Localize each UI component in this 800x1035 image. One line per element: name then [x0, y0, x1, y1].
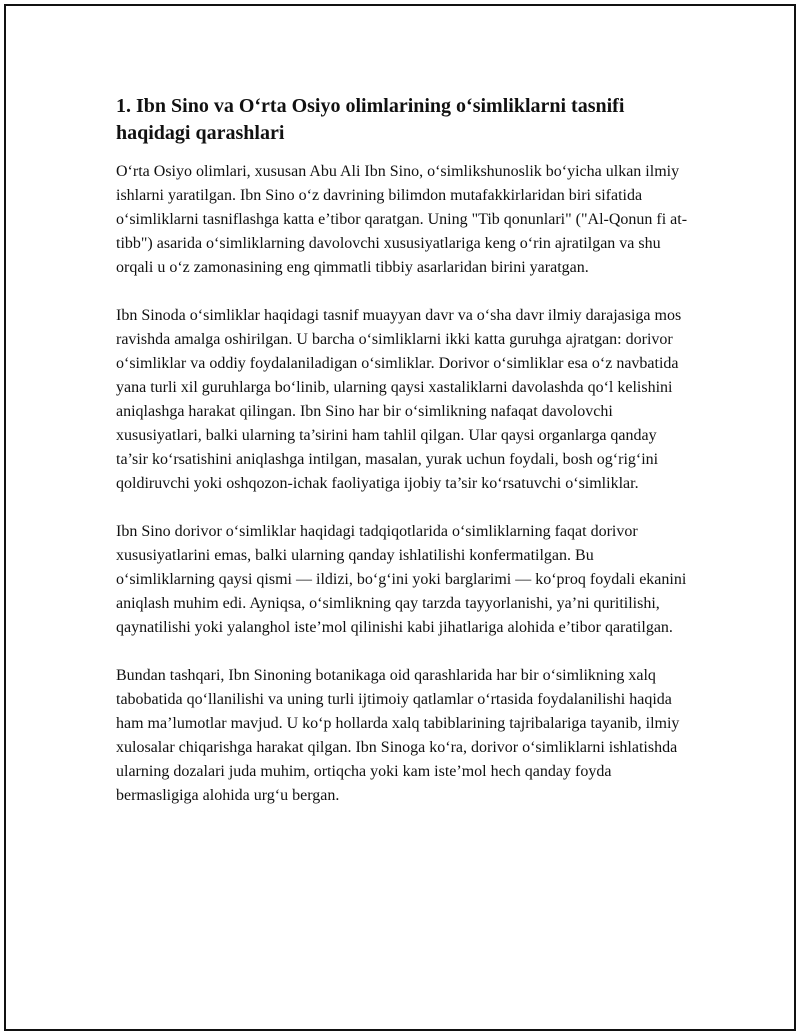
paragraph-1: O‘rta Osiyo olimlari, xususan Abu Ali Ibn Sino, o‘simlikshunoslik bo‘yicha ulkan ilmiy ishlarni yaratilgan. Ibn Sino o‘z davrining bilimdon mutafakkirlaridan biri sifatida o‘simliklarni tasniflashga katta e’tibor qaratgan. Uning "Tib qonunlari" ("Al-Qonun fi at-tibb") asarida o‘simliklarning davolovchi xususiyatlariga keng o‘rin ajratilgan va shu orqali u o‘z zamonasining eng qimmatli tibbiy asarlaridan birini yaratgan. [116, 163, 688, 276]
document-body [116, 93, 691, 832]
paragraph-2: Ibn Sinoda o‘simliklar haqidagi tasnif muayyan davr va o‘sha davr ilmiy darajasiga mos ravishda amalga oshirilgan. U barcha o‘simliklarni ikki katta guruhga ajratgan: dorivor o‘simliklar va oddiy foydalaniladigan o‘simliklar. Dorivor o‘simliklar esa o‘z navbatida yana turli xil guruhlarga bo‘linib, ularning qaysi xastaliklarni davolashda qo‘l kelishini aniqlashga harakat qilingan. Ibn Sino har bir o‘simlikning nafaqat davolovchi xususiyatlari, balki ularning ta’sirini ham tahlil qilgan. Ular qaysi organlarga qanday ta’sir ko‘rsatishini aniqlashga intilgan, masalan, yurak uchun foydali, bosh og‘rig‘ini qoldiruvchi yoki oshqozon-ichak faoliyatiga ijobiy ta’sir ko‘rsatuvchi o‘simliklar. [116, 307, 682, 492]
section-heading: 1. Ibn Sino va O‘rta Osiyo olimlarining o‘simliklarni tasnifi haqidagi qarashlari [116, 95, 625, 144]
paragraph-4: Bundan tashqari, Ibn Sinoning botanikaga oid qarashlarida har bir o‘simlikning xalq tabobatida qo‘llanilishi va uning turli ijtimoiy qatlamlar o‘rtasida foydalanilishi haqida ham ma’lumotlar mavjud. U ko‘p hollarda xalq tabiblarining tajribalariga tayanib, ilmiy xulosalar chiqarishga harakat qilgan. Ibn Sinoga ko‘ra, dorivor o‘simliklarni ishlatishda ularning dozalari juda muhim, ortiqcha yoki kam iste’mol hech qanday foyda bermasligiga alohida urg‘u bergan. [116, 667, 680, 804]
paragraph-3: Ibn Sino dorivor o‘simliklar haqidagi tadqiqotlarida o‘simliklarning faqat dorivor xususiyatlarini emas, balki ularning qanday ishlatilishi konfermatilgan. Bu o‘simliklarning qaysi qismi — ildizi, bo‘g‘ini yoki barglarimi — ko‘proq foydali ekanini aniqlash muhim edi. Ayniqsa, o‘simlikning qay tarzda tayyorlanishi, ya’ni quritilishi, qaynatilishi yoki yalanghol iste’mol qilinishi kabi jihatlariga alohida e’tibor qaratilgan. [116, 523, 687, 636]
